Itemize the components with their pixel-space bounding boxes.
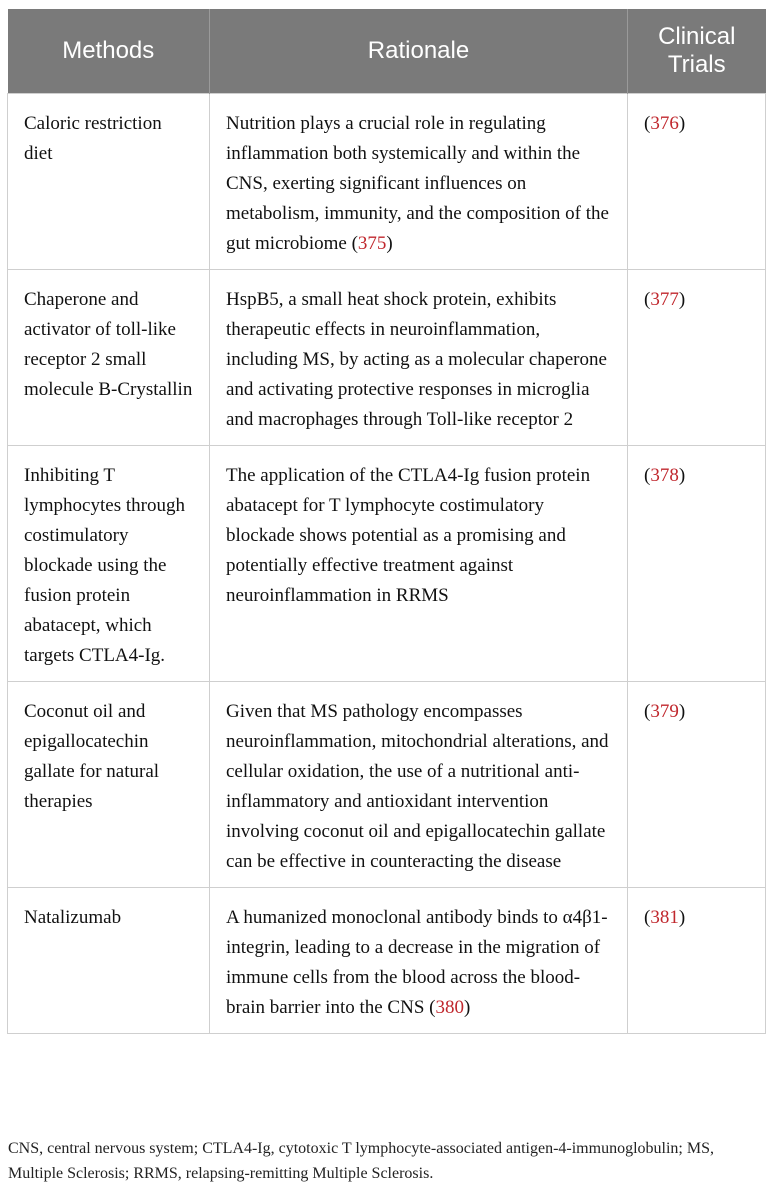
trial-reference-link[interactable]: 376 bbox=[650, 113, 679, 134]
method-cell: Chaperone and activator of toll-like receptor 2 small molecule B-Crystallin bbox=[8, 270, 210, 446]
table-row bbox=[8, 94, 766, 270]
rationale-tail: ) bbox=[386, 233, 393, 254]
trial-cell: (379) bbox=[628, 682, 766, 888]
rationale-text: HspB5, a small heat shock protein, exhibits therapeutic effects in neuroinflammation, including MS, by acting as a molecular chaperone and activating protective responses in microglia and macrophages through Toll-like receptor 2 bbox=[226, 289, 607, 430]
trial-reference-link[interactable]: 381 bbox=[650, 907, 679, 928]
trial-cell: (376) bbox=[628, 94, 766, 270]
rationale-tail: ) bbox=[463, 997, 471, 1018]
trial-cell: (381) bbox=[628, 888, 766, 1034]
table-row bbox=[8, 446, 766, 682]
data-table bbox=[7, 9, 766, 1034]
method-cell: Natalizumab bbox=[8, 888, 210, 1034]
trial-reference-link[interactable]: 379 bbox=[650, 701, 679, 722]
table-header-row bbox=[8, 9, 766, 94]
rationale-cell bbox=[210, 94, 628, 270]
trial-cell: (378) bbox=[628, 446, 766, 682]
method-cell: Caloric restriction diet bbox=[8, 94, 210, 270]
table-row bbox=[8, 270, 766, 446]
rationale-text: Nutrition plays a crucial role in regulating inflammation both systemically and within the CNS, exerting significant influences on metabolism, immunity, and the composition of the gut microbiome ( bbox=[226, 113, 609, 254]
rationale-text: A humanized monoclonal antibody binds to α4β1-integrin, leading to a decrease in the migration of immune cells from the blood across the blood-brain barrier into the CNS ( bbox=[226, 907, 608, 1018]
trial-cell: (377) bbox=[628, 270, 766, 446]
reference-link[interactable]: 380 bbox=[435, 997, 464, 1018]
rationale-cell bbox=[210, 270, 628, 446]
method-cell: Coconut oil and epigallocatechin gallate for natural therapies bbox=[8, 682, 210, 888]
rationale-cell bbox=[210, 888, 628, 1034]
rationale-text: Given that MS pathology encompasses neuroinflammation, mitochondrial alterations, and cellular oxidation, the use of a nutritional anti-inflammatory and antioxidant intervention involving coconut oil and epigallocatechin gallate can be effective in counteracting the disease bbox=[226, 701, 609, 872]
table-row bbox=[8, 888, 766, 1034]
trial-reference-link[interactable]: 378 bbox=[650, 465, 679, 486]
rationale-cell bbox=[210, 682, 628, 888]
reference-link[interactable]: 375 bbox=[357, 233, 387, 254]
rationale-cell bbox=[210, 446, 628, 682]
rationale-text: The application of the CTLA4-Ig fusion protein abatacept for T lymphocyte costimulatory blockade shows potential as a promising and potentially effective treatment against neuroinflammation in RRMS bbox=[226, 465, 591, 606]
header-methods: Methods bbox=[8, 9, 210, 94]
table-footnote: CNS, central nervous system; CTLA4-Ig, cytotoxic T lymphocyte-associated antigen-4-immunoglobulin; MS, Multiple Sclerosis; RRMS, relapsing-remitting Multiple Sclerosis. bbox=[8, 1140, 714, 1182]
table-row bbox=[8, 682, 766, 888]
method-cell: Inhibiting T lymphocytes through costimulatory blockade using the fusion protein abatacept, which targets CTLA4-Ig. bbox=[8, 446, 210, 682]
header-rationale: Rationale bbox=[210, 9, 628, 94]
header-clinical-trials: Clinical Trials bbox=[628, 9, 766, 94]
trial-reference-link[interactable]: 377 bbox=[650, 289, 679, 310]
